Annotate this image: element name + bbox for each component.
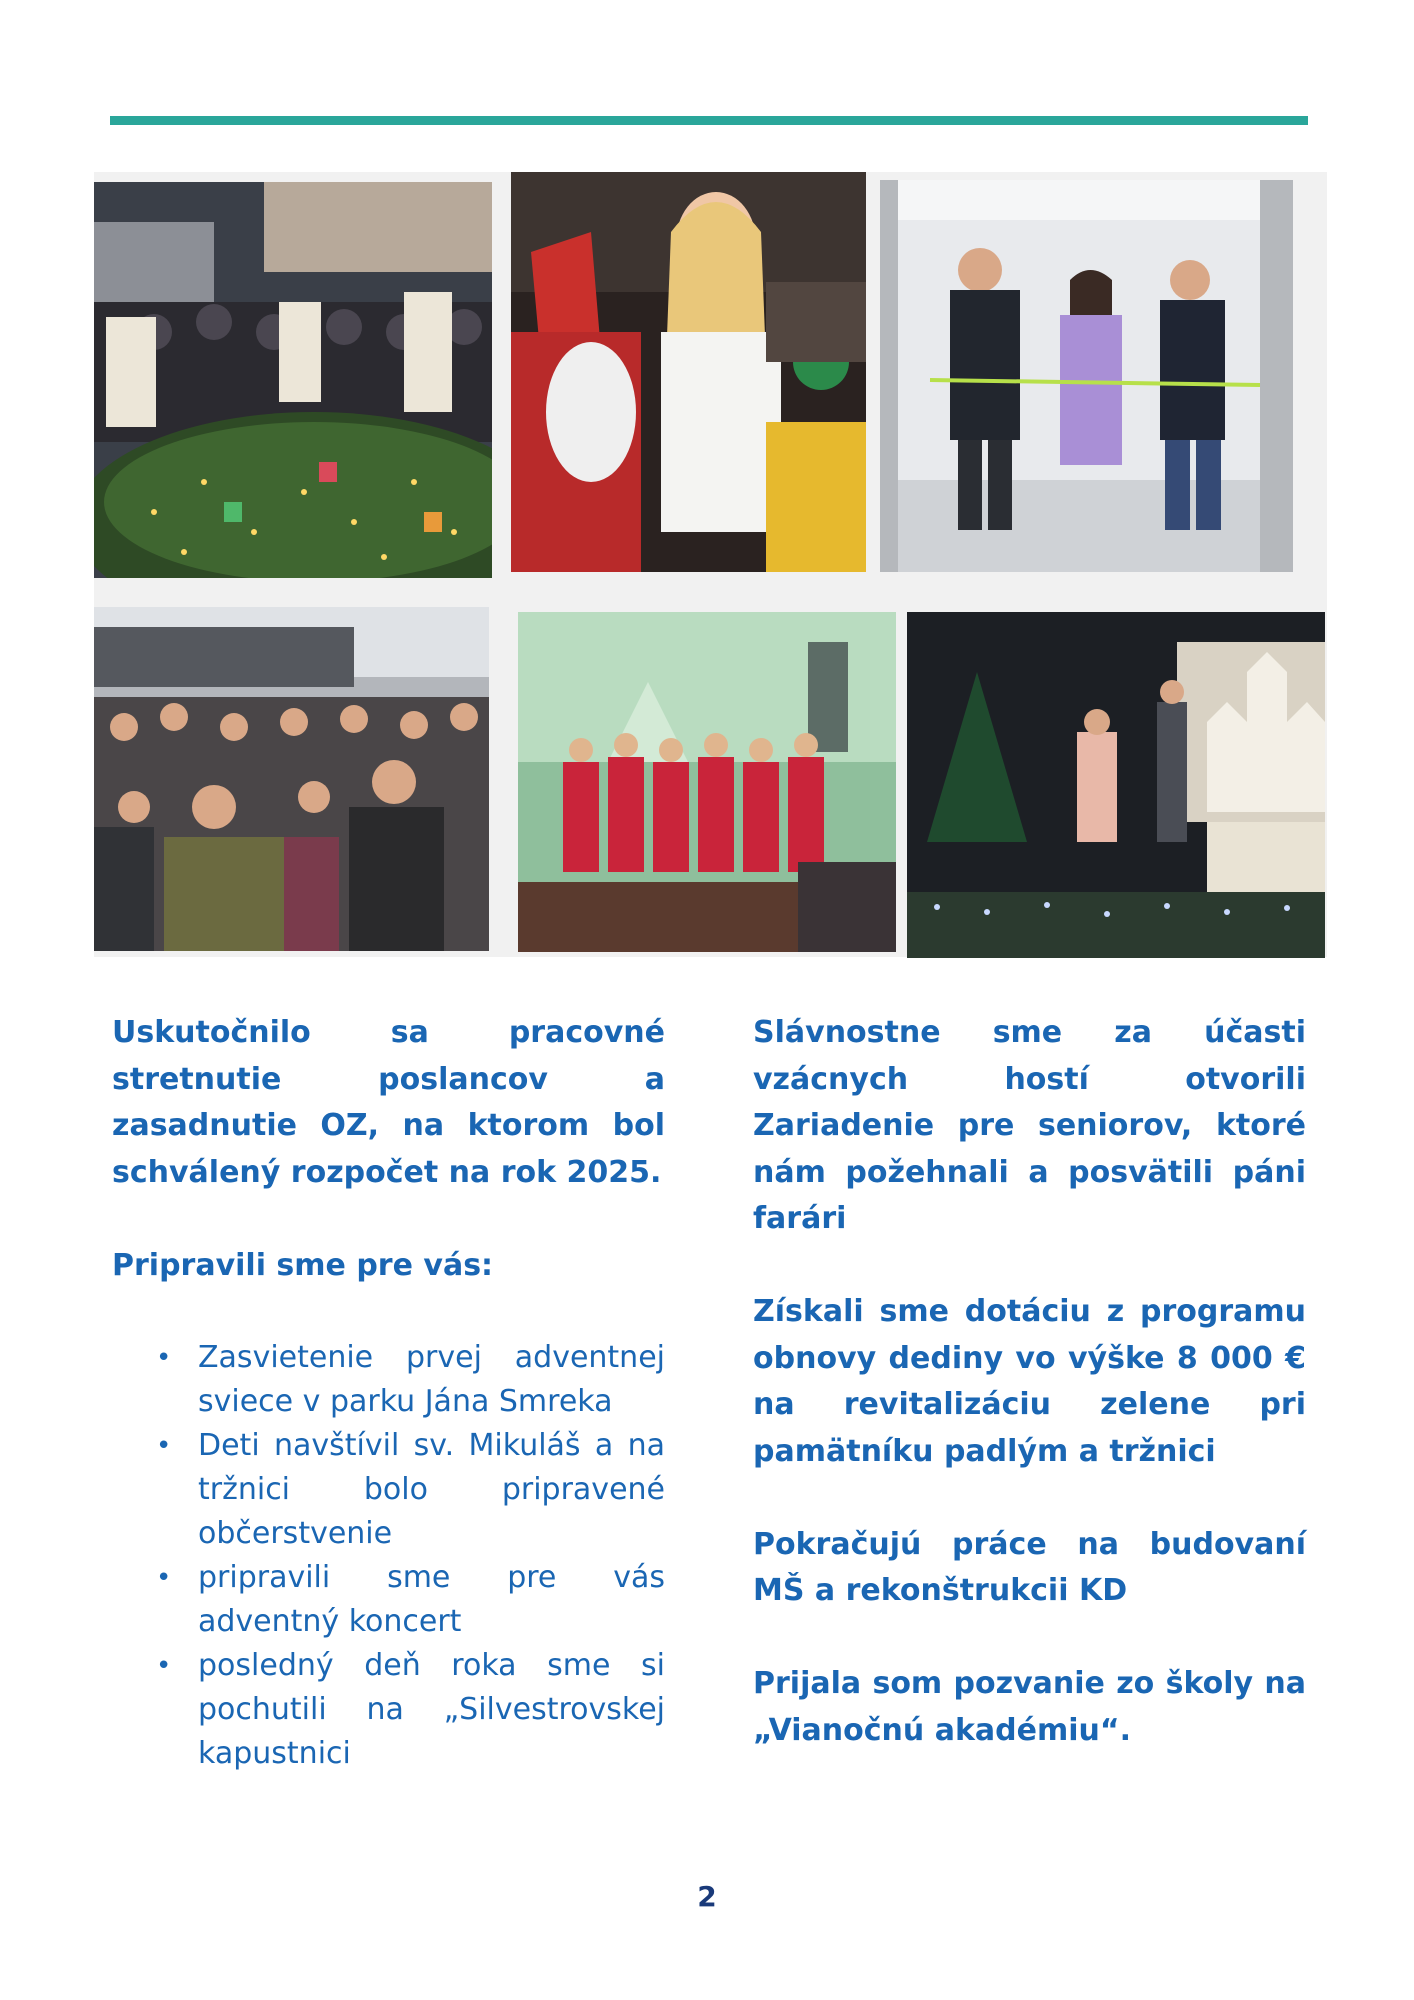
photo-ribbon-cutting [880,180,1293,572]
top-accent-bar [110,116,1308,125]
photo-christmas-academy [907,612,1325,958]
left-text-column [112,1010,665,1776]
photo-st-nicholas-angel [511,172,866,572]
construction-paragraph: Pokračujú práce na budovaní MŠ a rekonštrukcii KD [753,1526,1306,1608]
list-item: • posledný deň roka sme si pochutili na „Silvestrovskej kapustnici [112,1644,665,1776]
prepared-heading: Pripravili sme pre vás: [112,1247,494,1283]
photo-advent-wreath [94,182,492,578]
academy-invitation-paragraph: Prijala som pozvanie zo školy na „Vianočnú akadémiu“. [753,1666,1306,1748]
seniors-facility-paragraph: Slávnostne sme za účasti vzácnych hostí otvorili Zariadenie pre seniorov, ktoré nám požehnali a posvätili páni farári [753,1015,1306,1236]
meeting-paragraph: Uskutočnilo sa pracovné stretnutie poslancov a zasadnutie OZ, na ktorom bol schválený rozpočet na rok 2025. [112,1015,665,1190]
list-item: • Zasvietenie prvej adventnej sviece v parku Jána Smreka [112,1336,665,1424]
photo-crowd-market [94,607,489,951]
right-text-column [753,1010,1306,1754]
list-item: • Deti navštívil sv. Mikuláš a na tržnici bolo pripravené občerstvenie [112,1424,665,1556]
events-list [112,1336,665,1776]
grant-paragraph: Získali sme dotáciu z programu obnovy dediny vo výške 8 000 € na revitalizáciu zelene pri pamätníku padlým a tržnici [753,1294,1306,1469]
photo-advent-concert [518,612,896,952]
list-item: • pripravili sme pre vás adventný koncert [112,1556,665,1644]
page-number: 2 [697,1880,717,1913]
